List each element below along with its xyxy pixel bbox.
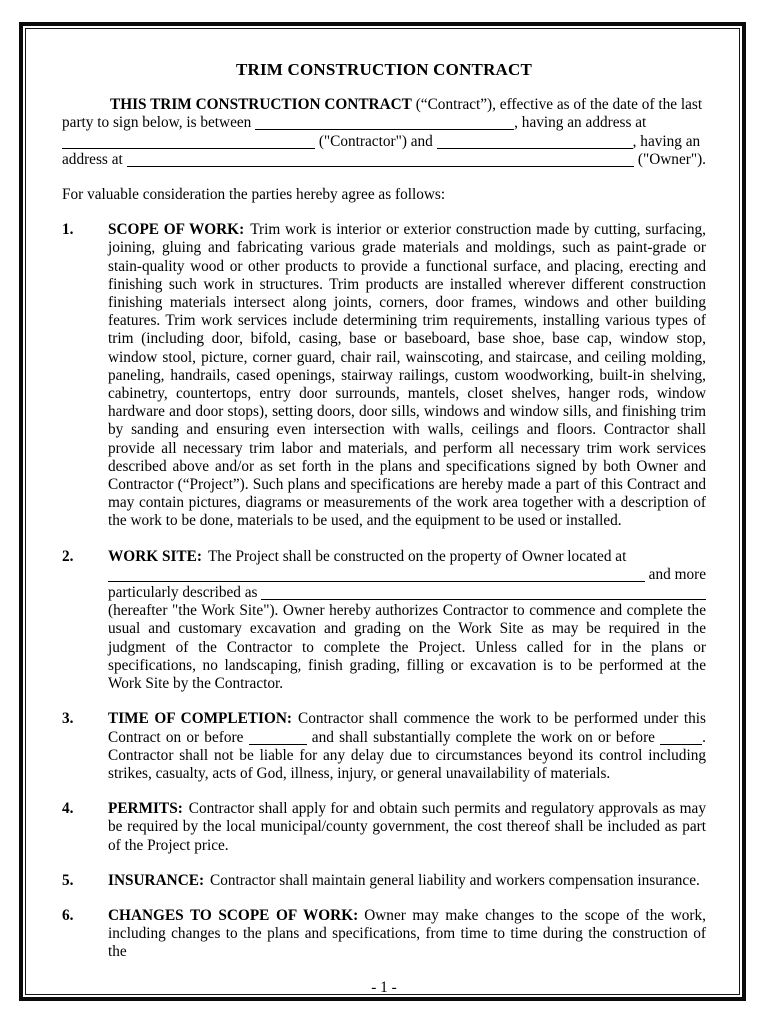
section-2-number: 2. xyxy=(62,547,74,565)
intro-paragraph xyxy=(62,96,706,169)
section-5-paragraph xyxy=(108,872,706,890)
section-6-number: 6. xyxy=(62,906,74,924)
section-6-changes-to-scope xyxy=(62,907,706,962)
agreement-lead: For valuable consideration the parties hereby agree as follows: xyxy=(62,186,446,204)
section-3-text-3: . Contractor shall not be liable for any delay due to circumstances beyond its control including strikes, casualty, acts of God, illness, injury, or general unavailability of materials. xyxy=(108,728,706,782)
owner-name-blank xyxy=(437,148,633,149)
section-2-lead-line xyxy=(108,548,706,566)
page-border-inner xyxy=(25,28,740,995)
section-6-body: Owner may make changes to the scope of the work, including changes to the plans and specifications, from time to time during the construction of the xyxy=(108,906,706,961)
section-5-body: Contractor shall maintain general liability and workers compensation insurance. xyxy=(210,871,700,889)
section-2-work-site xyxy=(62,548,706,694)
described-as-text: particularly described as xyxy=(108,584,262,602)
intro-line4-text: address at xyxy=(62,150,127,168)
section-2-body: (hereafter "the Work Site"). Owner hereby authorizes Contractor to commence and complete the usual and customary excavation and grading on the Work Site as may be required in the judgment of the Contractor to complete the Project. Unless called for in the plans or specifications, no landscaping, finish grading, filling or excavation is to be performed at the Work Site by the Contractor. xyxy=(108,602,706,693)
intro-line2-tail: , having an address at xyxy=(514,114,647,132)
section-3-text-2: and shall substantially complete the work on or before xyxy=(306,728,661,746)
work-site-address-blank xyxy=(108,566,645,584)
section-1-number: 1. xyxy=(62,221,74,239)
intro-line2-text: party to sign below, is between xyxy=(62,114,256,132)
intro-line3-tail: , having an xyxy=(632,132,701,150)
contract-page xyxy=(26,29,739,995)
section-4-heading: PERMITS: xyxy=(108,800,183,818)
owner-address-blank xyxy=(127,151,634,169)
section-4-permits xyxy=(62,800,706,855)
work-site-description-blank xyxy=(261,584,706,602)
page-border-outer xyxy=(19,22,746,1001)
section-3-number: 3. xyxy=(62,710,74,728)
intro-lead-bold: THIS TRIM CONSTRUCTION CONTRACT xyxy=(110,96,412,114)
section-4-paragraph xyxy=(108,800,706,855)
intro-line-2 xyxy=(62,114,706,132)
commence-date-blank xyxy=(249,744,307,745)
section-6-paragraph xyxy=(108,907,706,962)
completion-date-blank xyxy=(660,744,702,745)
section-2-lead-text: The Project shall be constructed on the property of Owner located at xyxy=(207,547,627,565)
section-5-heading: INSURANCE: xyxy=(108,871,205,889)
intro-lead-rest: (“Contract”), effective as of the date of the last xyxy=(411,96,703,114)
section-5-number: 5. xyxy=(62,871,74,889)
section-6-heading: CHANGES TO SCOPE OF WORK: xyxy=(108,906,359,924)
section-1-heading: SCOPE OF WORK: xyxy=(108,221,245,239)
intro-line3-text: ("Contractor") and xyxy=(315,132,437,150)
section-2-location-line xyxy=(108,566,706,584)
intro-line-4 xyxy=(62,151,706,169)
section-1-paragraph xyxy=(108,221,706,530)
contractor-name-blank xyxy=(255,129,514,130)
intro-line-1 xyxy=(62,96,706,114)
section-4-number: 4. xyxy=(62,800,74,818)
section-1-scope-of-work xyxy=(62,221,706,530)
contractor-address-blank xyxy=(62,148,315,149)
page-number: - 1 - xyxy=(371,978,397,995)
section-2-description-line xyxy=(108,584,706,602)
section-3-paragraph xyxy=(108,710,706,783)
document-title: TRIM CONSTRUCTION CONTRACT xyxy=(235,60,533,79)
section-2-heading: WORK SITE: xyxy=(108,547,202,565)
section-3-heading: TIME OF COMPLETION: xyxy=(108,710,292,728)
section-1-body: Trim work is interior or exterior construction made by cutting, surfacing, joining, gluing and fabricating various grade materials and moldings, such as paint-grade or stain-quality wood or other products to provide a functional surface, and placing, erecting and finishing such work in structures. Trim products are installed wherever different construction finishing materials intersect along joints, corners, door frames, windows and other building features. Trim work services include determining trim requirements, installing various types of trim (including door, bifold, casing, base or baseboard, base shoe, base cap, window stop, window stool, picture, corner guard, chair rail, wainscoting, and staircase, and ceiling molding, paneling, handrails, cased openings, stairway railings, custom woodworking, built-in shelving, cabinetry, countertops, entry door surrounds, mantels, closet shelves, hanger rods, window hardware and door stops), setting doors, door sills, windows and window sills, and finishing trim by sanding and ensuring even intersection with walls, ceilings and floors. Contractor shall provide all necessary trim labor and materials, and perform all necessary trim work services described above and/or as set forth in the plans and specifications signed by both Owner and Contractor (“Project”). Such plans and specifications are hereby made a part of this Contract and may contain pictures, diagrams or measurements of the work area together with a description of the work to be done, materials to be used, and the equipment to be used or installed. xyxy=(108,221,707,530)
section-3-time-of-completion xyxy=(62,710,706,783)
and-more-text: and more xyxy=(644,565,706,583)
intro-line4-tail: ("Owner"). xyxy=(634,150,706,168)
section-4-body: Contractor shall apply for and obtain such permits and regulatory approvals as may be required by the local municipal/county government, the cost thereof shall be included as part of the Project price. xyxy=(108,800,706,854)
intro-line-3 xyxy=(62,133,706,151)
section-3-text-1: Contractor shall commence the work to be performed under this Contract on or before xyxy=(108,710,707,746)
section-5-insurance xyxy=(62,872,706,890)
